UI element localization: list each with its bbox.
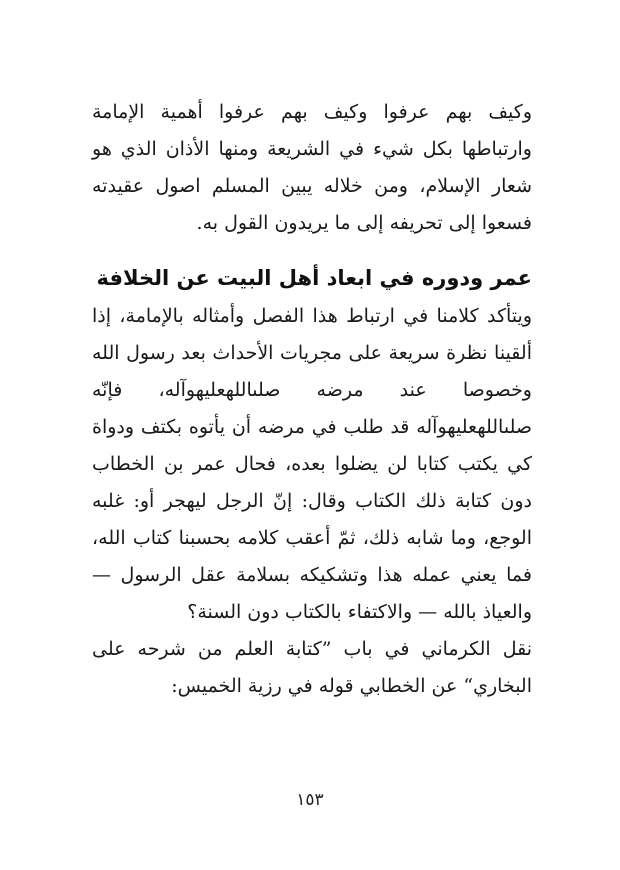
section-heading: عمر ودوره في ابعاد أهل البيت عن الخلافة	[96, 266, 532, 290]
paragraph-2-text: ويتأكد كلامنا في ارتباط هذا الفصل وأمثاله بالإمامة، إذا ألقينا نظرة سريعة على مجريات الأحداث بعد رسول الله وخصوصا عند مرضه صلىاللهعليهوآله، فإنّه صلىاللهعليهوآله قد طلب في مرضه أن يأتوه بكتف ودواة كي يكتب كتابا لن يضلوا بعده، فحال عمر بن الخطاب دون كتابة ذلك الكتاب وقال: إنّ الرجل ليهجر أو: غلبه الوجع، وما شابه ذلك، ثمّ أعقب كلامه بحسبنا كتاب الله، فما يعني عمله هذا وتشكيكه بسلامة عقل الرسول — والعياذ بالله — والاكتفاء بالكتاب دون السنة؟	[92, 305, 532, 623]
paragraph-3	[92, 631, 532, 705]
paragraph-3-text: نقل الكرماني في باب ”كتابة العلم من شرحه على البخاري“ عن الخطابي قوله في رزية الخميس:	[92, 638, 532, 697]
paragraph-1-text: وكيف بهم عرفوا وكيف بهم عرفوا أهمية الإمامة وارتباطها بكل شيء في الشريعة ومنها الأذان الذي هو شعار الإسلام، ومن خلاله يبين المسلم اصول عقيدته فسعوا إلى تحريفه إلى ما يريدون القول به.	[92, 101, 532, 234]
page-number: ١٥٣	[296, 790, 324, 810]
page-text-block	[92, 94, 532, 705]
paragraph-1	[92, 94, 532, 242]
paragraph-2	[92, 298, 532, 631]
